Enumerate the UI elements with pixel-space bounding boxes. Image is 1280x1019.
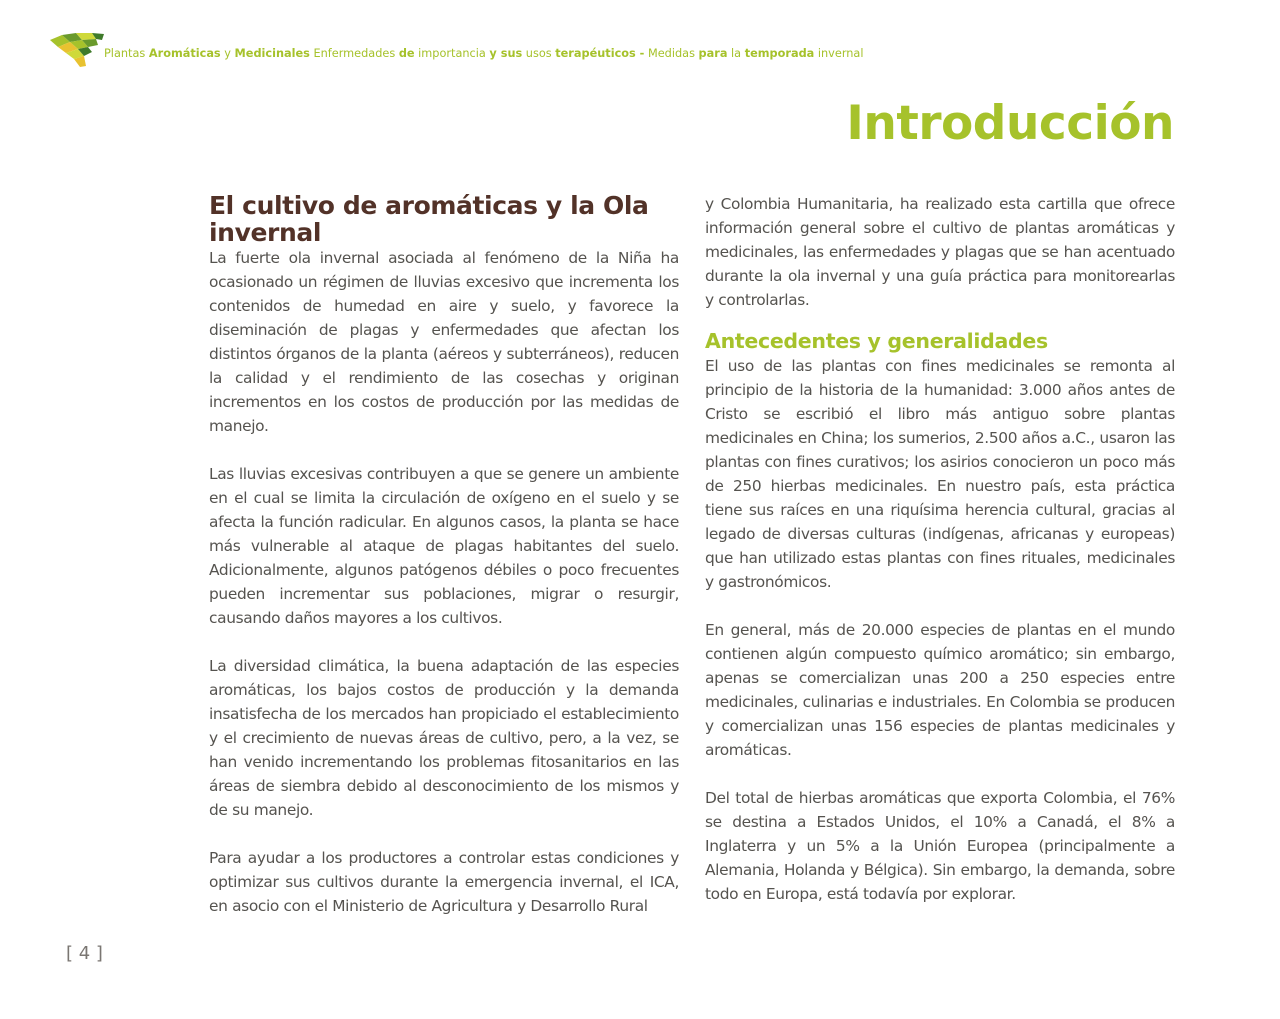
header-segment: usos [522,47,556,60]
header-segment: Enfermedades [309,47,399,60]
page-number: [ 4 ] [66,943,103,964]
paragraph: y Colombia Humanitaria, ha realizado esta cartilla que ofrece información general sobre el cultivo de plantas aromáticas y medicinales, las enfermedades y plagas que se han acentuado durante la ola invernal y una guía práctica para monitorearlas y controlarlas. [705,195,1175,309]
header-segment: importancia [414,47,490,60]
header-segment: para [698,47,728,60]
ica-logo-icon [48,32,106,68]
paragraph: El uso de las plantas con fines medicinales se remonta al principio de la historia de la humanidad: 3.000 años antes de Cristo se escribió el libro más antiguo sobre plantas medicinales en China; los sumerios, 2.500 años a.C., usaron las plantas con fines curativos; los asirios conocieron un poco más de 250 hierbas medicinales. En nuestro país, esta práctica tiene sus raíces en una riquísima herencia cultural, gracias al legado de diversas culturas (indígenas, africanas y europeas) que han utilizado estas plantas con fines rituales, medicinales y gastronómicos. [705,357,1175,591]
section-title: Introducción [846,96,1174,151]
header-segment: temporada [744,47,815,60]
left-column [209,192,679,942]
right-column [705,192,1175,930]
header-segment: Medicinales [234,47,310,60]
header-segment: terapéuticos - [555,47,645,60]
header-segment: la [727,47,745,60]
article-heading: El cultivo de aromáticas y la Ola invernal [209,191,649,247]
subsection-heading: Antecedentes y generalidades [705,329,1048,353]
paragraph: Del total de hierbas aromáticas que exporta Colombia, el 76% se destina a Estados Unidos, el 10% a Canadá, el 8% a Inglaterra y un 5% a la Unión Europea (principalmente a Alemania, Holanda y Bélgica). Sin embargo, la demanda, sobre todo en Europa, está todavía por explorar. [705,789,1175,903]
paragraph: La diversidad climática, la buena adaptación de las especies aromáticas, los bajos costos de producción y la demanda insatisfecha de los mercados han propiciado el establecimiento y el crecimiento de nuevas áreas de cultivo, pero, a la vez, se han venido incrementando los problemas fitosanitarios en las áreas de siembra debido al desconocimiento de los mismos y de su manejo. [209,657,679,819]
running-header [48,32,948,68]
paragraph: La fuerte ola invernal asociada al fenómeno de la Niña ha ocasionado un régimen de lluvias excesivo que incrementa los contenidos de humedad en aire y suelo, y favorece la diseminación de plagas y enfermedades que afectan los distintos órganos de la planta (aéreos y subterráneos), reducen la calidad y el rendimiento de las cosechas y originan incrementos en los costos de producción por las medidas de manejo. [209,249,679,435]
header-segment: y sus [489,47,523,60]
paragraph: En general, más de 20.000 especies de plantas en el mundo contienen algún compuesto químico aromático; sin embargo, apenas se comercializan unas 200 a 250 especies entre medicinales, culinarias e industriales. En Colombia se producen y comercializan unas 156 especies de plantas medicinales y aromáticas. [705,621,1175,759]
paragraph: Las lluvias excesivas contribuyen a que se genere un ambiente en el cual se limita la circulación de oxígeno en el suelo y se afecta la función radicular. En algunos casos, la planta se hace más vulnerable al ataque de plagas habitantes del suelo. Adicionalmente, algunos patógenos débiles o poco frecuentes pueden incrementar sus poblaciones, migrar o resurgir, causando daños mayores a los cultivos. [209,465,679,627]
header-segment: de [398,47,415,60]
header-title [104,47,864,60]
header-segment: Medidas [644,47,699,60]
header-segment: y [220,47,235,60]
header-segment: invernal [814,47,864,60]
header-segment: Plantas [104,47,149,60]
paragraph: Para ayudar a los productores a controlar estas condiciones y optimizar sus cultivos durante la emergencia invernal, el ICA, en asocio con el Ministerio de Agricultura y Desarrollo Rural [209,849,679,915]
header-segment: Aromáticas [148,47,221,60]
